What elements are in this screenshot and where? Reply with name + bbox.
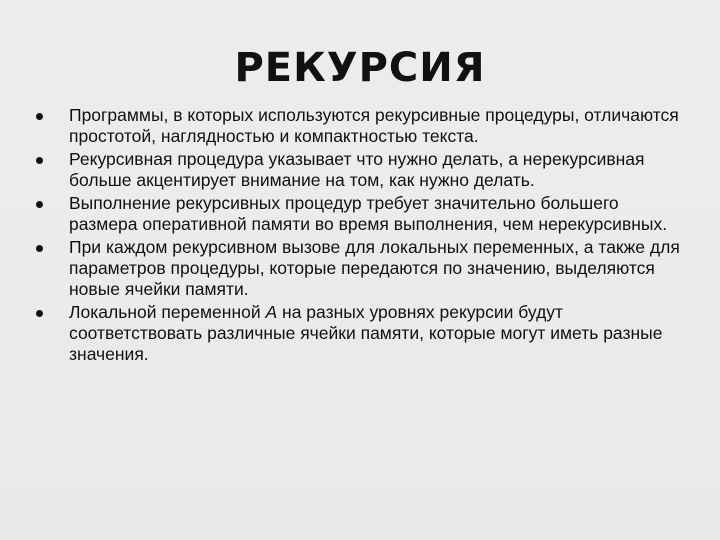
bullet-text: Выполнение рекурсивных процедур требует значительно большего размера оперативной памяти во время выполнения, чем нерекурсивных. <box>69 193 668 234</box>
bullet-dot-icon <box>36 310 43 317</box>
bullet-item <box>36 237 686 300</box>
variable-name: A <box>265 302 278 322</box>
bullet-text: Программы, в которых используются рекурсивные процедуры, отличаются простотой, наглядностью и компактностью текста. <box>69 105 679 146</box>
bullet-item <box>36 302 686 365</box>
bullet-list <box>36 105 686 367</box>
bullet-text: Рекурсивная процедура указывает что нужно делать, а нерекурсивная больше акцентирует внимание на том, как нужно делать. <box>69 149 645 190</box>
bullet-dot-icon <box>36 245 43 252</box>
bullet-dot-icon <box>36 157 43 164</box>
bullet-dot-icon <box>36 113 43 120</box>
slide-title: РЕКУРСИЯ <box>234 45 486 91</box>
bullet-text: При каждом рекурсивном вызове для локальных переменных, а также для параметров процедуры, которые передаются по значению, выделяются новые ячейки памяти. <box>69 237 680 299</box>
bullet-dot-icon <box>36 201 43 208</box>
bullet-text-part: на разных уровнях рекурсии будут соответствовать различные ячейки памяти, которые могут иметь разные значения. <box>69 302 663 364</box>
bullet-item <box>36 193 686 235</box>
bullet-text-part: Локальной переменной <box>69 302 266 322</box>
bullet-item <box>36 105 686 147</box>
bullet-text <box>69 302 686 365</box>
bullet-item <box>36 149 686 191</box>
